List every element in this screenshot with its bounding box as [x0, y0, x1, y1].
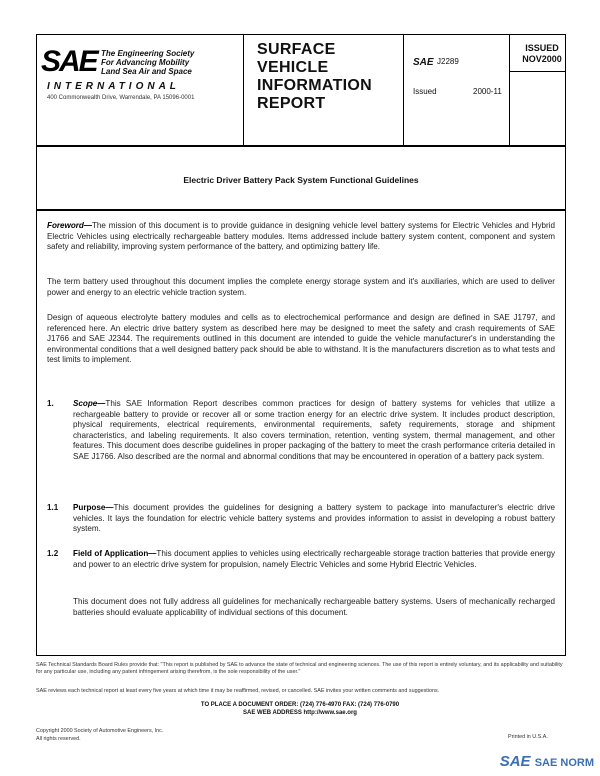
- sae-norm-watermark: [500, 753, 594, 770]
- report-type-line: VEHICLE: [257, 59, 329, 76]
- document-title: Electric Driver Battery Pack System Functional Guidelines: [183, 175, 419, 185]
- issued-status-line: ISSUED: [525, 43, 559, 53]
- divider: [509, 35, 510, 145]
- paragraph-text: This document applies to vehicles using electrically rechargeable storage traction batteries that provide energy and power to an electric drive system for propulsion, namely Electric Vehicles and some Hybrid Electric Vehicles.: [73, 549, 555, 569]
- paragraph-text: The mission of this document is to provide guidance in designing vehicle level battery systems for Electric Vehicles and Hybrid Electric Vehicles using electrically rechargeable battery modules. Items addressed include battery system content, component and system safety and reliability, improving system performance of the battery, and optimizing battery life.: [47, 221, 555, 252]
- foreword-paragraph: [47, 221, 555, 253]
- section-heading: Field of Application—: [73, 549, 157, 558]
- section-number: 1.: [47, 399, 54, 408]
- copyright: Copyright 2000 Society of Automotive Engineers, Inc.: [36, 728, 164, 734]
- review-note: SAE reviews each technical report at least every five years at which time it may be reaffirmed, revised, or cancelled. SAE invites your written comments and suggestions.: [36, 688, 440, 694]
- order-line: TO PLACE A DOCUMENT ORDER: (724) 776-4970 FAX: (724) 776-0790: [200, 702, 400, 708]
- report-type-line: SURFACE: [257, 41, 336, 58]
- report-type-line: REPORT: [257, 95, 326, 112]
- sae-logo: SAE: [41, 45, 97, 78]
- purpose-paragraph: [73, 503, 555, 535]
- paragraph: The term battery used throughout this document implies the complete energy storage system and it's auxiliaries, which are used to deliver power and energy to an electric vehicle traction system.: [47, 277, 555, 297]
- section-heading: Purpose—: [73, 503, 114, 512]
- section-heading: Foreword—: [47, 221, 92, 230]
- society-line: For Advancing Mobility: [101, 58, 190, 67]
- international-label: INTERNATIONAL: [47, 81, 180, 92]
- paragraph-text: This SAE Information Report describes common practices for design of battery systems for vehicles that utilize a rechargeable battery to provide or recover all or some traction energy for an electric drive system. It includes product description, physical requirements, electrical requirements, environmental requirements, safety requirements, storage and shipment characteristics, and labeling requirements. It also covers termination, retention, venting system, thermal management, and other features. This document does describe guidelines in proper packaging of the battery to meet the crash performance criteria detailed in SAE J1766. Also described are the normal and abnormal conditions that may be encountered in operation of a battery pack system.: [73, 399, 555, 461]
- divider: [509, 71, 565, 72]
- paragraph: Design of aqueous electrolyte battery modules and cells as to electrochemical performance and design are defined in SAE J1797, and referenced here. An electric drive battery system as described here may be designed to meet the safety and crash requirements of SAE J1766 and SAE J2344. The requirements outlined in this document are intended to guide the vehicle manufacturer's in understanding the environmental conditions that a well designed battery pack should be able to withstand. It is the manufacturers discretion as to what tests and test limits to implement.: [47, 313, 555, 365]
- sae-mark: SAE: [413, 57, 434, 68]
- standards-rules: SAE Technical Standards Board Rules provide that: "This report is published by SAE to advance the state of technical and engineering sciences. The use of this report is entirely voluntary, and its applicability and suitability for any particular use, including any patent infringement arising therefrom, is the sole responsibility of the user.": [36, 662, 563, 675]
- section-number: 1.1: [47, 503, 59, 512]
- document-header: [36, 34, 566, 146]
- issued-label: Issued: [413, 87, 437, 96]
- society-line: The Engineering Society: [101, 49, 195, 58]
- paragraph-text: This document provides the guidelines for designing a battery system to package into manufacturer's electric drive vehicles. It lays the foundation for electric vehicle battery systems and provides information to assist in developing a robust battery system.: [73, 503, 555, 534]
- address: 400 Commonwealth Drive, Warrendale, PA 15096-0001: [47, 95, 195, 101]
- society-line: Land Sea Air and Space: [101, 67, 192, 76]
- title-box: [36, 146, 566, 210]
- rights: All rights reserved.: [36, 736, 81, 742]
- norm-logo: SAE: [499, 753, 531, 770]
- report-type-line: INFORMATION: [257, 77, 372, 94]
- scope-paragraph: [73, 399, 555, 463]
- section-number: 1.2: [47, 549, 59, 558]
- paragraph: This document does not fully address all guidelines for mechanically rechargeable battery systems. Users of mechanically recharged batteries should evaluate applicability of individual sections of this document.: [73, 597, 555, 617]
- issued-status-line: NOV2000: [522, 54, 562, 64]
- society-tagline: [101, 49, 251, 76]
- section-heading: Scope—: [73, 399, 106, 408]
- printed-in: Printed in U.S.A.: [508, 734, 548, 740]
- norm-text: SAE NORM: [534, 757, 594, 769]
- report-type: [257, 41, 372, 113]
- web-address: SAE WEB ADDRESS http://www.sae.org: [243, 710, 357, 716]
- content-box: [36, 210, 566, 656]
- divider: [403, 35, 404, 145]
- document-code: J2289: [437, 57, 459, 66]
- field-of-application-paragraph: [73, 549, 555, 570]
- issued-date: 2000-11: [473, 87, 502, 96]
- issued-status: [517, 43, 567, 65]
